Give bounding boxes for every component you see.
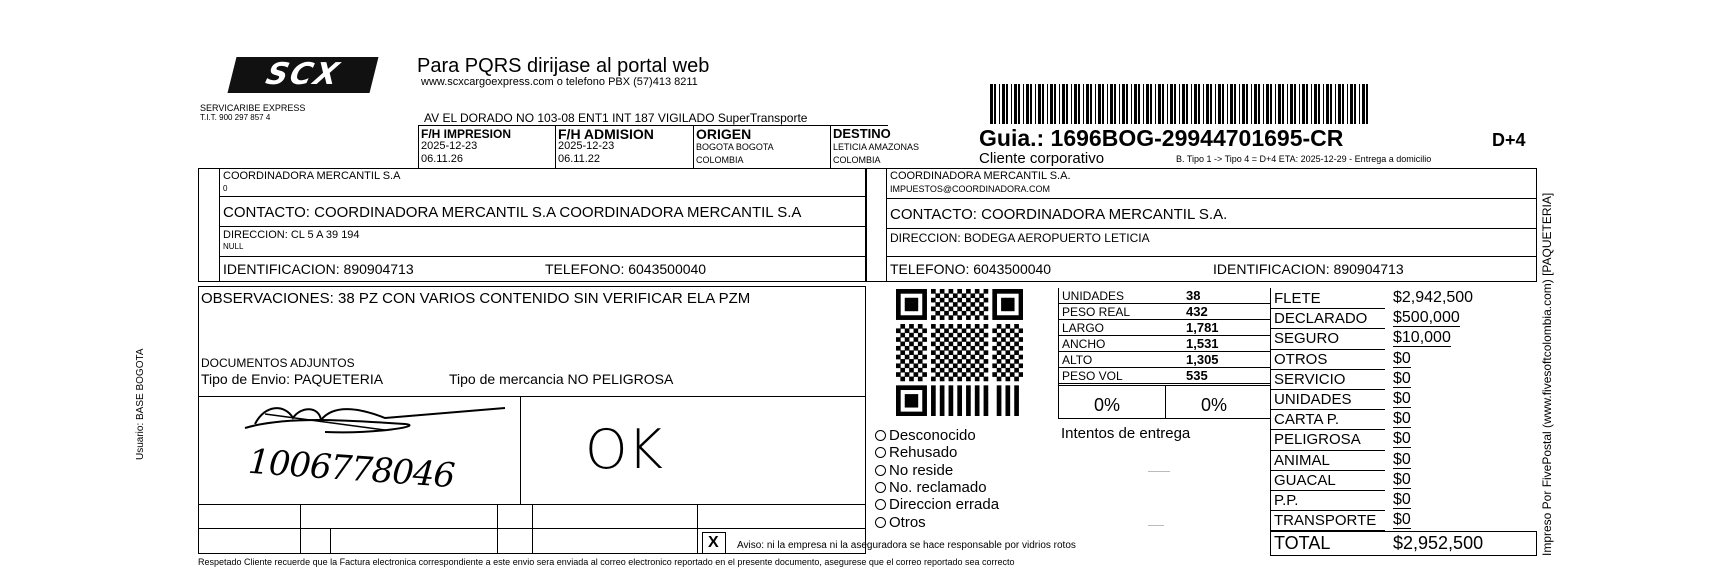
barcode-bar <box>1026 84 1029 124</box>
barcode-bar <box>1131 84 1132 124</box>
barcode-bar <box>1302 84 1305 124</box>
charge-value: $0 <box>1393 430 1411 448</box>
recipient-name: COORDINADORA MERCANTIL S.A. <box>890 170 1071 182</box>
barcode-bar <box>1023 84 1024 124</box>
barcode-bar <box>1062 84 1065 124</box>
radio-icon <box>875 447 886 458</box>
barcode-bar <box>1074 84 1077 124</box>
footer-notice: Respetado Cliente recuerde que la Factura electronica correspondiente a este envio sera enviada al correo electronico reportado en el presente documento, asegurese que el correo reportado sea correcto <box>198 557 1015 567</box>
tipo-mercancia: Tipo de mercancia NO PELIGROSA <box>449 371 674 387</box>
barcode-bar <box>1174 84 1176 124</box>
origen-label: ORIGEN <box>696 126 752 142</box>
status-label: No reside <box>889 461 954 479</box>
barcode-bar <box>1194 84 1197 124</box>
total-value: $2,952,500 <box>1393 533 1484 553</box>
company-name: SERVICARIBE EXPRESS <box>200 103 306 113</box>
measure-value: 432 <box>1186 304 1208 319</box>
barcode-bar <box>1162 84 1164 124</box>
barcode-bar <box>1330 84 1332 124</box>
sender-identificacion: IDENTIFICACION: 890904713 <box>223 261 414 277</box>
barcode-bar <box>1215 84 1216 124</box>
barcode-bar <box>1311 84 1312 124</box>
ok-mark: OK <box>585 418 663 481</box>
radio-icon <box>875 499 886 510</box>
measure-value: 38 <box>1186 288 1201 303</box>
barcode-bar <box>1191 84 1192 124</box>
barcode-bar <box>1335 84 1336 124</box>
barcode-bar <box>1287 84 1288 124</box>
measure-value: 1,781 <box>1186 320 1219 335</box>
origen-city: BOGOTA BOGOTA <box>696 142 774 152</box>
barcode-bar <box>1342 84 1344 124</box>
tipo-envio: Tipo de Envio: PAQUETERIA <box>201 371 384 387</box>
charge-label: UNIDADES <box>1274 391 1352 408</box>
barcode-bar <box>1306 84 1308 124</box>
measure-value: 1,531 <box>1186 336 1219 351</box>
charge-label: SERVICIO <box>1274 370 1346 388</box>
charge-label: SEGURO <box>1274 330 1340 348</box>
barcode-bar <box>1282 84 1284 124</box>
impresion-label: F/H IMPRESION <box>421 127 512 141</box>
recipient-direccion: DIRECCION: BODEGA AEROPUERTO LETICIA <box>890 231 1150 245</box>
status-option <box>875 445 957 460</box>
barcode-bar <box>1006 84 1008 124</box>
barcode-bar <box>1110 84 1113 124</box>
barcode-bar <box>1251 84 1252 124</box>
guia-info: B. Tipo 1 -> Tipo 4 = D+4 ETA: 2025-12-29 - Entrega a domicilio <box>1176 154 1432 164</box>
barcode-bar <box>1155 84 1156 124</box>
barcode-bar <box>1347 84 1348 124</box>
barcode-bar <box>1170 84 1173 124</box>
status-option <box>875 463 953 478</box>
sender-name: COORDINADORA MERCANTIL S.A <box>223 170 401 182</box>
barcode-bar <box>1030 84 1032 124</box>
barcode-bar <box>1138 84 1140 124</box>
barcode-bar <box>1246 84 1248 124</box>
measure-label: UNIDADES <box>1062 289 1125 303</box>
recipient-contact: CONTACTO: COORDINADORA MERCANTIL S.A. <box>890 206 1228 223</box>
pqrs-title: Para PQRS dirijase al portal web <box>417 55 710 77</box>
barcode-bar <box>1146 84 1149 124</box>
barcode-bar <box>1203 84 1204 124</box>
impresion-date: 2025-12-23 <box>421 140 478 152</box>
measure-row <box>1058 368 1270 384</box>
charge-value: $2,942,500 <box>1393 289 1474 306</box>
barcode-bar <box>1198 84 1200 124</box>
recipient-identificacion: IDENTIFICACION: 890904713 <box>1213 261 1404 277</box>
measure-label: ANCHO <box>1062 337 1106 351</box>
barcode-bar <box>1083 84 1084 124</box>
barcode-bar <box>1114 84 1116 124</box>
barcode-bar <box>1275 84 1276 124</box>
documentos-adjuntos: DOCUMENTOS ADJUNTOS <box>201 356 355 370</box>
measure-row <box>1058 352 1270 368</box>
barcode-bar <box>1098 84 1101 124</box>
barcode-bar <box>1090 84 1092 124</box>
recipient-telefono: TELEFONO: 6043500040 <box>890 261 1052 277</box>
charge-label: ANIMAL <box>1274 451 1330 469</box>
barcode-bar <box>1054 84 1056 124</box>
radio-icon <box>875 430 886 441</box>
barcode-bar <box>1222 84 1224 124</box>
intentos-label: Intentos de entrega <box>1061 425 1191 442</box>
barcode-bar <box>1018 84 1020 124</box>
barcode-bar <box>1278 84 1281 124</box>
charge-label: DECLARADO <box>1274 310 1368 328</box>
admision-date: 2025-12-23 <box>558 140 615 152</box>
barcode-bar <box>1323 84 1324 124</box>
charge-value: $10,000 <box>1393 329 1451 347</box>
measure-label: ALTO <box>1062 353 1093 367</box>
barcode-bar <box>1014 84 1017 124</box>
status-option <box>875 428 976 443</box>
barcode-bar <box>1102 84 1104 124</box>
charge-label: TRANSPORTE <box>1274 512 1377 530</box>
barcode-bar <box>1326 84 1329 124</box>
charge-value: $0 <box>1393 390 1411 407</box>
destino-label: DESTINO <box>833 126 891 141</box>
charge-label: GUACAL <box>1274 471 1336 489</box>
company-phone: T.I.T. 900 297 857 4 <box>200 113 271 122</box>
barcode-bar <box>1182 84 1185 124</box>
barcode-bar <box>990 84 993 124</box>
charge-value: $0 <box>1393 470 1411 488</box>
sender-direccion-sub: NULL <box>223 242 244 251</box>
barcode-bar <box>1186 84 1188 124</box>
address-line: AV EL DORADO NO 103-08 ENT1 INT 187 VIGILADO SuperTransporte <box>424 111 808 125</box>
pqrs-subtitle: www.scxcargoexpress.com o telefono PBX (57)413 8211 <box>421 76 698 88</box>
barcode-bar <box>1179 84 1180 124</box>
barcode-bar <box>1107 84 1108 124</box>
status-label: No. reclamado <box>889 478 987 496</box>
charge-label: OTROS <box>1274 350 1328 368</box>
sender-contact: CONTACTO: COORDINADORA MERCANTIL S.A COORDINADORA MERCANTIL S.A <box>223 204 802 221</box>
barcode-bar <box>1359 84 1360 124</box>
aviso: Aviso: ni la empresa ni la aseguradora se hace responsable por vidrios rotos <box>737 540 1076 551</box>
barcode-bar <box>1318 84 1320 124</box>
barcode-bar <box>1050 84 1053 124</box>
barcode-bar <box>1254 84 1257 124</box>
charge-value: $0 <box>1393 511 1411 529</box>
percent-left: 0% <box>1094 395 1121 415</box>
measure-row <box>1058 336 1270 352</box>
status-option <box>875 480 987 495</box>
status-label: Direccion errada <box>889 496 1000 514</box>
charge-label: PELIGROSA <box>1274 431 1361 449</box>
barcode-bar <box>1119 84 1120 124</box>
barcode-bar <box>1066 84 1068 124</box>
barcode-bar <box>1354 84 1356 124</box>
sender-sub: 0 <box>223 184 228 193</box>
barcode-bar <box>1242 84 1245 124</box>
barcode-bar <box>1002 84 1005 124</box>
impresion-time: 06.11.26 <box>421 153 464 165</box>
barcode-bar <box>1314 84 1317 124</box>
barcode-bar <box>1047 84 1048 124</box>
barcode-bar <box>1167 84 1168 124</box>
x-mark: X <box>708 534 719 551</box>
barcode-bar <box>1266 84 1269 124</box>
measure-row <box>1058 304 1270 320</box>
barcode-bar <box>1122 84 1125 124</box>
radio-icon <box>875 517 886 528</box>
barcode-bar <box>1143 84 1144 124</box>
qr-code <box>896 289 1023 416</box>
origen-country: COLOMBIA <box>696 155 744 165</box>
measure-label: LARGO <box>1062 321 1105 335</box>
barcode-bar <box>1011 84 1012 124</box>
barcode-bar <box>1158 84 1161 124</box>
status-option <box>875 497 999 512</box>
status-label: Desconocido <box>889 427 976 444</box>
observaciones: OBSERVACIONES: 38 PZ CON VARIOS CONTENIDO SIN VERIFICAR ELA PZM <box>201 290 751 307</box>
barcode-bar <box>994 84 996 124</box>
guia-number: Guia.: 1696BOG-29944701695-CR <box>979 125 1344 151</box>
barcode-bar <box>1059 84 1060 124</box>
barcode-bar <box>1230 84 1233 124</box>
barcode-bar <box>1258 84 1260 124</box>
destino-country: COLOMBIA <box>833 155 881 165</box>
company-logo: SCX <box>228 57 379 93</box>
measure-row <box>1058 288 1270 304</box>
barcode-bar <box>1078 84 1080 124</box>
status-label: Rehusado <box>889 444 958 462</box>
barcode-bar <box>1270 84 1272 124</box>
client-type: Cliente corporativo <box>979 150 1105 167</box>
charge-value: $500,000 <box>1393 309 1460 327</box>
service-level: D+4 <box>1492 130 1526 150</box>
measure-value: 1,305 <box>1186 352 1219 367</box>
barcode-bar <box>1234 84 1236 124</box>
barcode-bar <box>1294 84 1296 124</box>
barcode-bar <box>1035 84 1036 124</box>
barcode-bar <box>1206 84 1209 124</box>
charge-value: $0 <box>1393 349 1411 367</box>
usuario-label: Usuario: BASE BOGOTA <box>135 348 146 460</box>
barcode-bar <box>1071 84 1072 124</box>
charge-value: $0 <box>1393 369 1411 387</box>
barcode-bar <box>1350 84 1353 124</box>
barcode-bar <box>999 84 1000 124</box>
barcode <box>990 84 1375 124</box>
charge-value: $0 <box>1393 491 1411 508</box>
vertical-print-info: Impreso Por FivePostal (www.fivesoftcolombia.com) [PAQUETERIA] <box>1540 192 1554 556</box>
destino-city: LETICIA AMAZONAS <box>833 142 920 152</box>
admision-time: 06.11.22 <box>558 153 601 165</box>
total-label: TOTAL <box>1274 533 1331 553</box>
barcode-bar <box>1263 84 1264 124</box>
charge-value: $0 <box>1393 450 1411 468</box>
barcode-bar <box>1227 84 1228 124</box>
barcode-bar <box>1150 84 1152 124</box>
admision-label: F/H ADMISION <box>558 126 654 142</box>
sender-telefono: TELEFONO: 6043500040 <box>545 261 707 277</box>
charge-label: CARTA P. <box>1274 411 1340 429</box>
measure-label: PESO VOL <box>1062 369 1123 383</box>
barcode-bar <box>1239 84 1240 124</box>
barcode-bar <box>1218 84 1221 124</box>
barcode-bar <box>1362 84 1365 124</box>
barcode-bar <box>1210 84 1212 124</box>
barcode-bar <box>1290 84 1293 124</box>
barcode-bar <box>1038 84 1041 124</box>
status-label: Otros <box>889 513 926 531</box>
radio-icon <box>875 465 886 476</box>
recipient-email: IMPUESTOS@COORDINADORA.COM <box>890 184 1050 194</box>
barcode-bar <box>1042 84 1044 124</box>
barcode-bar <box>1366 84 1368 124</box>
sender-direccion: DIRECCION: CL 5 A 39 194 <box>223 229 360 241</box>
percent-right: 0% <box>1201 395 1228 415</box>
barcode-bar <box>1095 84 1096 124</box>
barcode-bar <box>1134 84 1137 124</box>
measure-value: 535 <box>1186 368 1208 383</box>
measure-row <box>1058 320 1270 336</box>
radio-icon <box>875 482 886 493</box>
charge-label: FLETE <box>1274 290 1321 307</box>
status-option <box>875 515 926 530</box>
signature-id: 1006778046 <box>246 441 456 497</box>
barcode-bar <box>1299 84 1300 124</box>
barcode-bar <box>1086 84 1089 124</box>
barcode-bar <box>1126 84 1128 124</box>
charge-value: $0 <box>1393 410 1411 428</box>
charge-label: P.P. <box>1274 492 1299 509</box>
measure-label: PESO REAL <box>1062 305 1131 319</box>
barcode-bar <box>1338 84 1341 124</box>
